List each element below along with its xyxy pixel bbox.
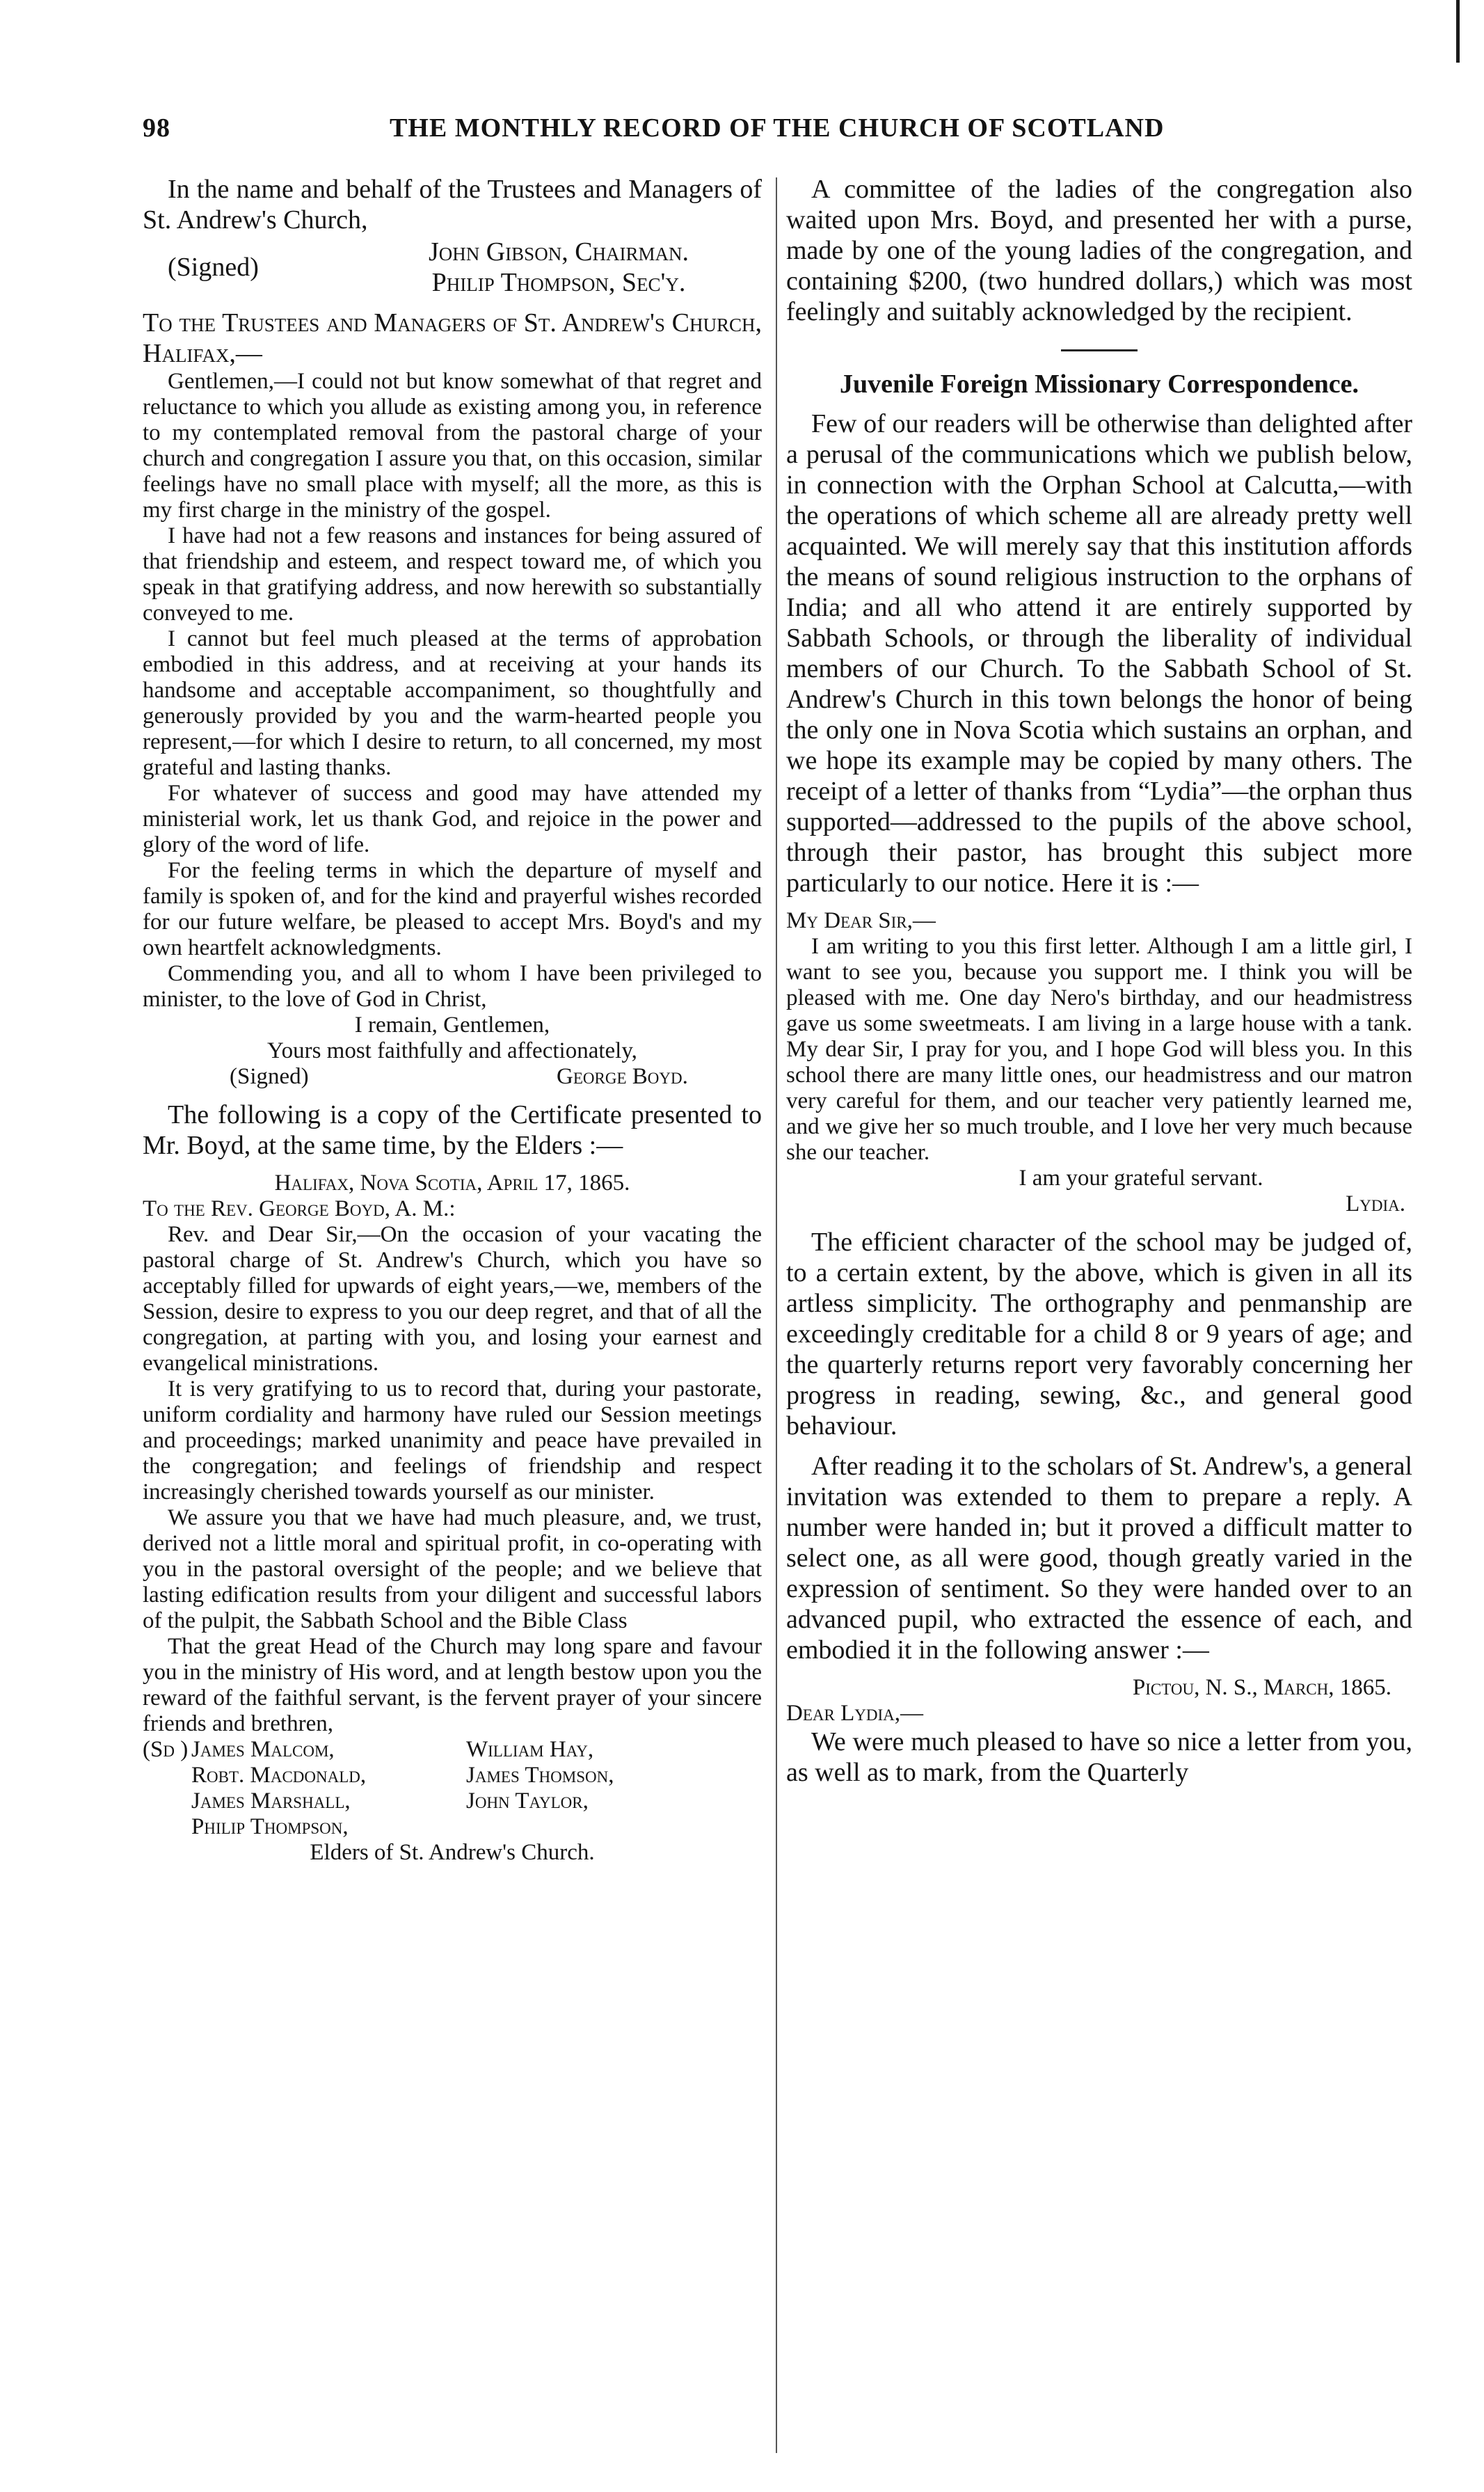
letter-signature-lydia: Lydia.: [1346, 1191, 1405, 1216]
paragraph-we-assure: We assure you that we have had much pleasure, and, we trust, derived not a little moral and spiritual profit, in co-operating with you in the pastoral oversight of the people; and we believe that lasting edification results from your diligent and successful labors of the pulpit, the Sabbath School and the Bible Class: [143, 1505, 762, 1633]
paragraph-following-certificate: The following is a copy of the Certificate presented to Mr. Boyd, at the same time, by the Elders :—: [143, 1100, 762, 1160]
lydia-letter-body: I am writing to you this first letter. Although I am a little girl, I want to see you, because you support me. I think you will be pleased with me. One day Nero's birthday, and our headmistress gave us some sweetmeats. I am living in a large house with a tank. My dear Sir, I pray for you, and I hope God will bless you. In this school there are many little ones, our headmistress and our matron very careful for them, and our teacher very patiently learned me, and we give her so much trouble, and I love her very much because she our teacher.: [786, 934, 1412, 1165]
paragraph-efficient-character: The efficient character of the school may be judged of, to a certain extent, by the above, which is given in all its artless simplicity. The orthography and penmanship are exceedingly creditable for a child 8 or 9 years of age; and the quarterly returns report very favorably concerning her progress in reading, sewing, &c., and general good behaviour.: [786, 1228, 1412, 1441]
reply-body: We were much pleased to have so nice a letter from you, as well as to mark, from the Quarterly: [786, 1727, 1412, 1787]
column-divider: [776, 177, 777, 2453]
closing-remain: I remain, Gentlemen,: [354, 1013, 550, 1038]
paragraph-whatever-success: For whatever of success and good may have attended my ministerial work, let us thank God, and rejoice in the power and glory of the word of life.: [143, 781, 762, 857]
paragraph-rev-dear-sir: Rev. and Dear Sir,—On the occasion of your vacating the pastoral charge of St. Andrew's Church, which you have so acceptably filled for upwards of eight years,—we, members of the Session, desire to express to you our deep regret, and that of all the congregation, at parting with you, and losing your earnest and evangelical ministrations.: [143, 1222, 762, 1376]
boyd-signature: [143, 1064, 762, 1090]
elder-name: John Taylor,: [466, 1788, 589, 1814]
paragraph-commending: Commending you, and all to whom I have been privileged to minister, to the love of God in Christ,: [143, 961, 762, 1012]
paragraph-great-head: That the great Head of the Church may long spare and favour you in the ministry of His word, and at length bestow upon you the reward of the faithful servant, is the fervent prayer of your sincere friends and brethren,: [143, 1634, 762, 1736]
elder-name: James Thomson,: [466, 1763, 614, 1788]
letter-salutation: My Dear Sir,—: [786, 908, 936, 933]
elders-of-st-andrews: Elders of St. Andrew's Church.: [310, 1840, 595, 1865]
signature-george-boyd: George Boyd.: [557, 1064, 688, 1089]
paragraph-gentlemen: Gentlemen,—I could not but know somewhat of that regret and reluctance to which you allude as existing among you, in reference to my contemplated removal from the pastoral charge of your church and congregation I assure you that, on this occasion, similar feelings have no small place with myself; all the more, as this is my first charge in the ministry of the gospel.: [143, 369, 762, 523]
elder-name: Robt. Macdonald,: [191, 1763, 367, 1788]
signed-label-2: (Signed): [230, 1064, 309, 1089]
elder-name: James Malcom,: [191, 1737, 335, 1762]
letter-closing: I am your grateful servant.: [1019, 1166, 1263, 1191]
trustees-signature: [143, 237, 762, 298]
trustees-opening: In the name and behalf of the Trustees and Managers of St. Andrew's Church,: [143, 175, 762, 235]
elders-sd-label: (Sd ): [143, 1737, 189, 1762]
page-edge-mark: [1456, 0, 1460, 63]
paragraph-few-reasons: I have had not a few reasons and instances for being assured of that friendship and esteem, and respect toward me, of which you speak in that gratifying address, and now herewith so substantially conveyed to me.: [143, 523, 762, 626]
page-number: 98: [143, 113, 170, 143]
address-to-rev-boyd: To the Rev. George Boyd, A. M.:: [143, 1196, 456, 1221]
right-column: [786, 174, 1412, 2457]
paragraph-ladies-committee: A committee of the ladies of the congregation also waited upon Mrs. Boyd, and presented her with a purse, made by one of the young ladies of the congregation, and containing $200, (two hundred dollars,) which was most feelingly and suitably acknowledged by the recipient.: [786, 175, 1412, 326]
reply-salutation: Dear Lydia,—: [786, 1701, 923, 1726]
paragraph-feeling-terms: For the feeling terms in which the departure of myself and family is spoken of, and for the kind and prayerful wishes recorded for our future welfare, be pleased to accept Mrs. Boyd's and my own heartfelt acknowledgments.: [143, 858, 762, 960]
signature-chairman: John Gibson, Chairman.: [428, 237, 689, 267]
paragraph-after-reading: After reading it to the scholars of St. Andrew's, a general invitation was extended to them to prepare a reply. A number were handed in; but it proved a difficult matter to select one, as all were good, though greatly varied in the expression of sentiment. So they were handed over to an advanced pupil, who extracted the essence of each, and embodied it in the following answer :—: [786, 1452, 1412, 1665]
dateline-halifax: Halifax, Nova Scotia, April 17, 1865.: [274, 1170, 630, 1196]
paragraph-cannot-but-feel: I cannot but feel much pleased at the terms of approbation embodied in this address, and at receiving at your hands its handsome and acceptable accompaniment, so thoughtfully and generously provided by you and the warm-hearted people you represent,—for which I desire to return, to all concerned, my most grateful and lasting thanks.: [143, 626, 762, 780]
page-header: [143, 113, 1416, 148]
closing-yours: Yours most faithfully and affectionately,: [267, 1038, 637, 1063]
signature-secretary: Philip Thompson, Sec'y.: [431, 268, 686, 297]
paragraph-very-gratifying: It is very gratifying to us to record that, during your pastorate, uniform cordiality and harmony have ruled our Session meetings and proceedings; marked unanimity and peace have prevailed in the congregation; and feelings of friendship and respect increasingly cherished towards yourself as our minister.: [143, 1376, 762, 1505]
running-title: THE MONTHLY RECORD OF THE CHURCH OF SCOTLAND: [390, 113, 1165, 143]
elder-name: William Hay,: [466, 1737, 594, 1762]
dateline-pictou: Pictou, N. S., March, 1865.: [1132, 1675, 1391, 1700]
paragraph-few-of-our-readers: Few of our readers will be otherwise than delighted after a perusal of the communications which we publish below, in connection with the Orphan School at Calcutta,—with the operations of which scheme all are already pretty well acquainted. We will merely say that this institution affords the means of sound religious instruction to the orphans of India; and all who attend it are entirely supported by Sabbath Schools, or through the liberality of individual members of our Church. To the Sabbath School of St. Andrew's Church in this town belongs the honor of being the only one in Nova Scotia which sustains an orphan, and we hope its example may be copied by many others. The receipt of a letter of thanks from “Lydia”—the orphan thus supported—addressed to the pupils of the above school, through their pastor, has brought this subject more particularly to our notice. Here it is :—: [786, 409, 1412, 898]
section-heading: Juvenile Foreign Missionary Correspondence.: [840, 370, 1359, 399]
elder-name: Philip Thompson,: [191, 1814, 349, 1839]
elders-signatures: [143, 1737, 762, 1840]
signed-label: (Signed): [168, 253, 259, 282]
section-divider: [1061, 349, 1138, 351]
elder-name: James Marshall,: [191, 1788, 351, 1814]
left-column: [143, 174, 762, 2457]
address-to-trustees: To the Trustees and Managers of St. Andrew's Church, Halifax,—: [143, 308, 762, 368]
